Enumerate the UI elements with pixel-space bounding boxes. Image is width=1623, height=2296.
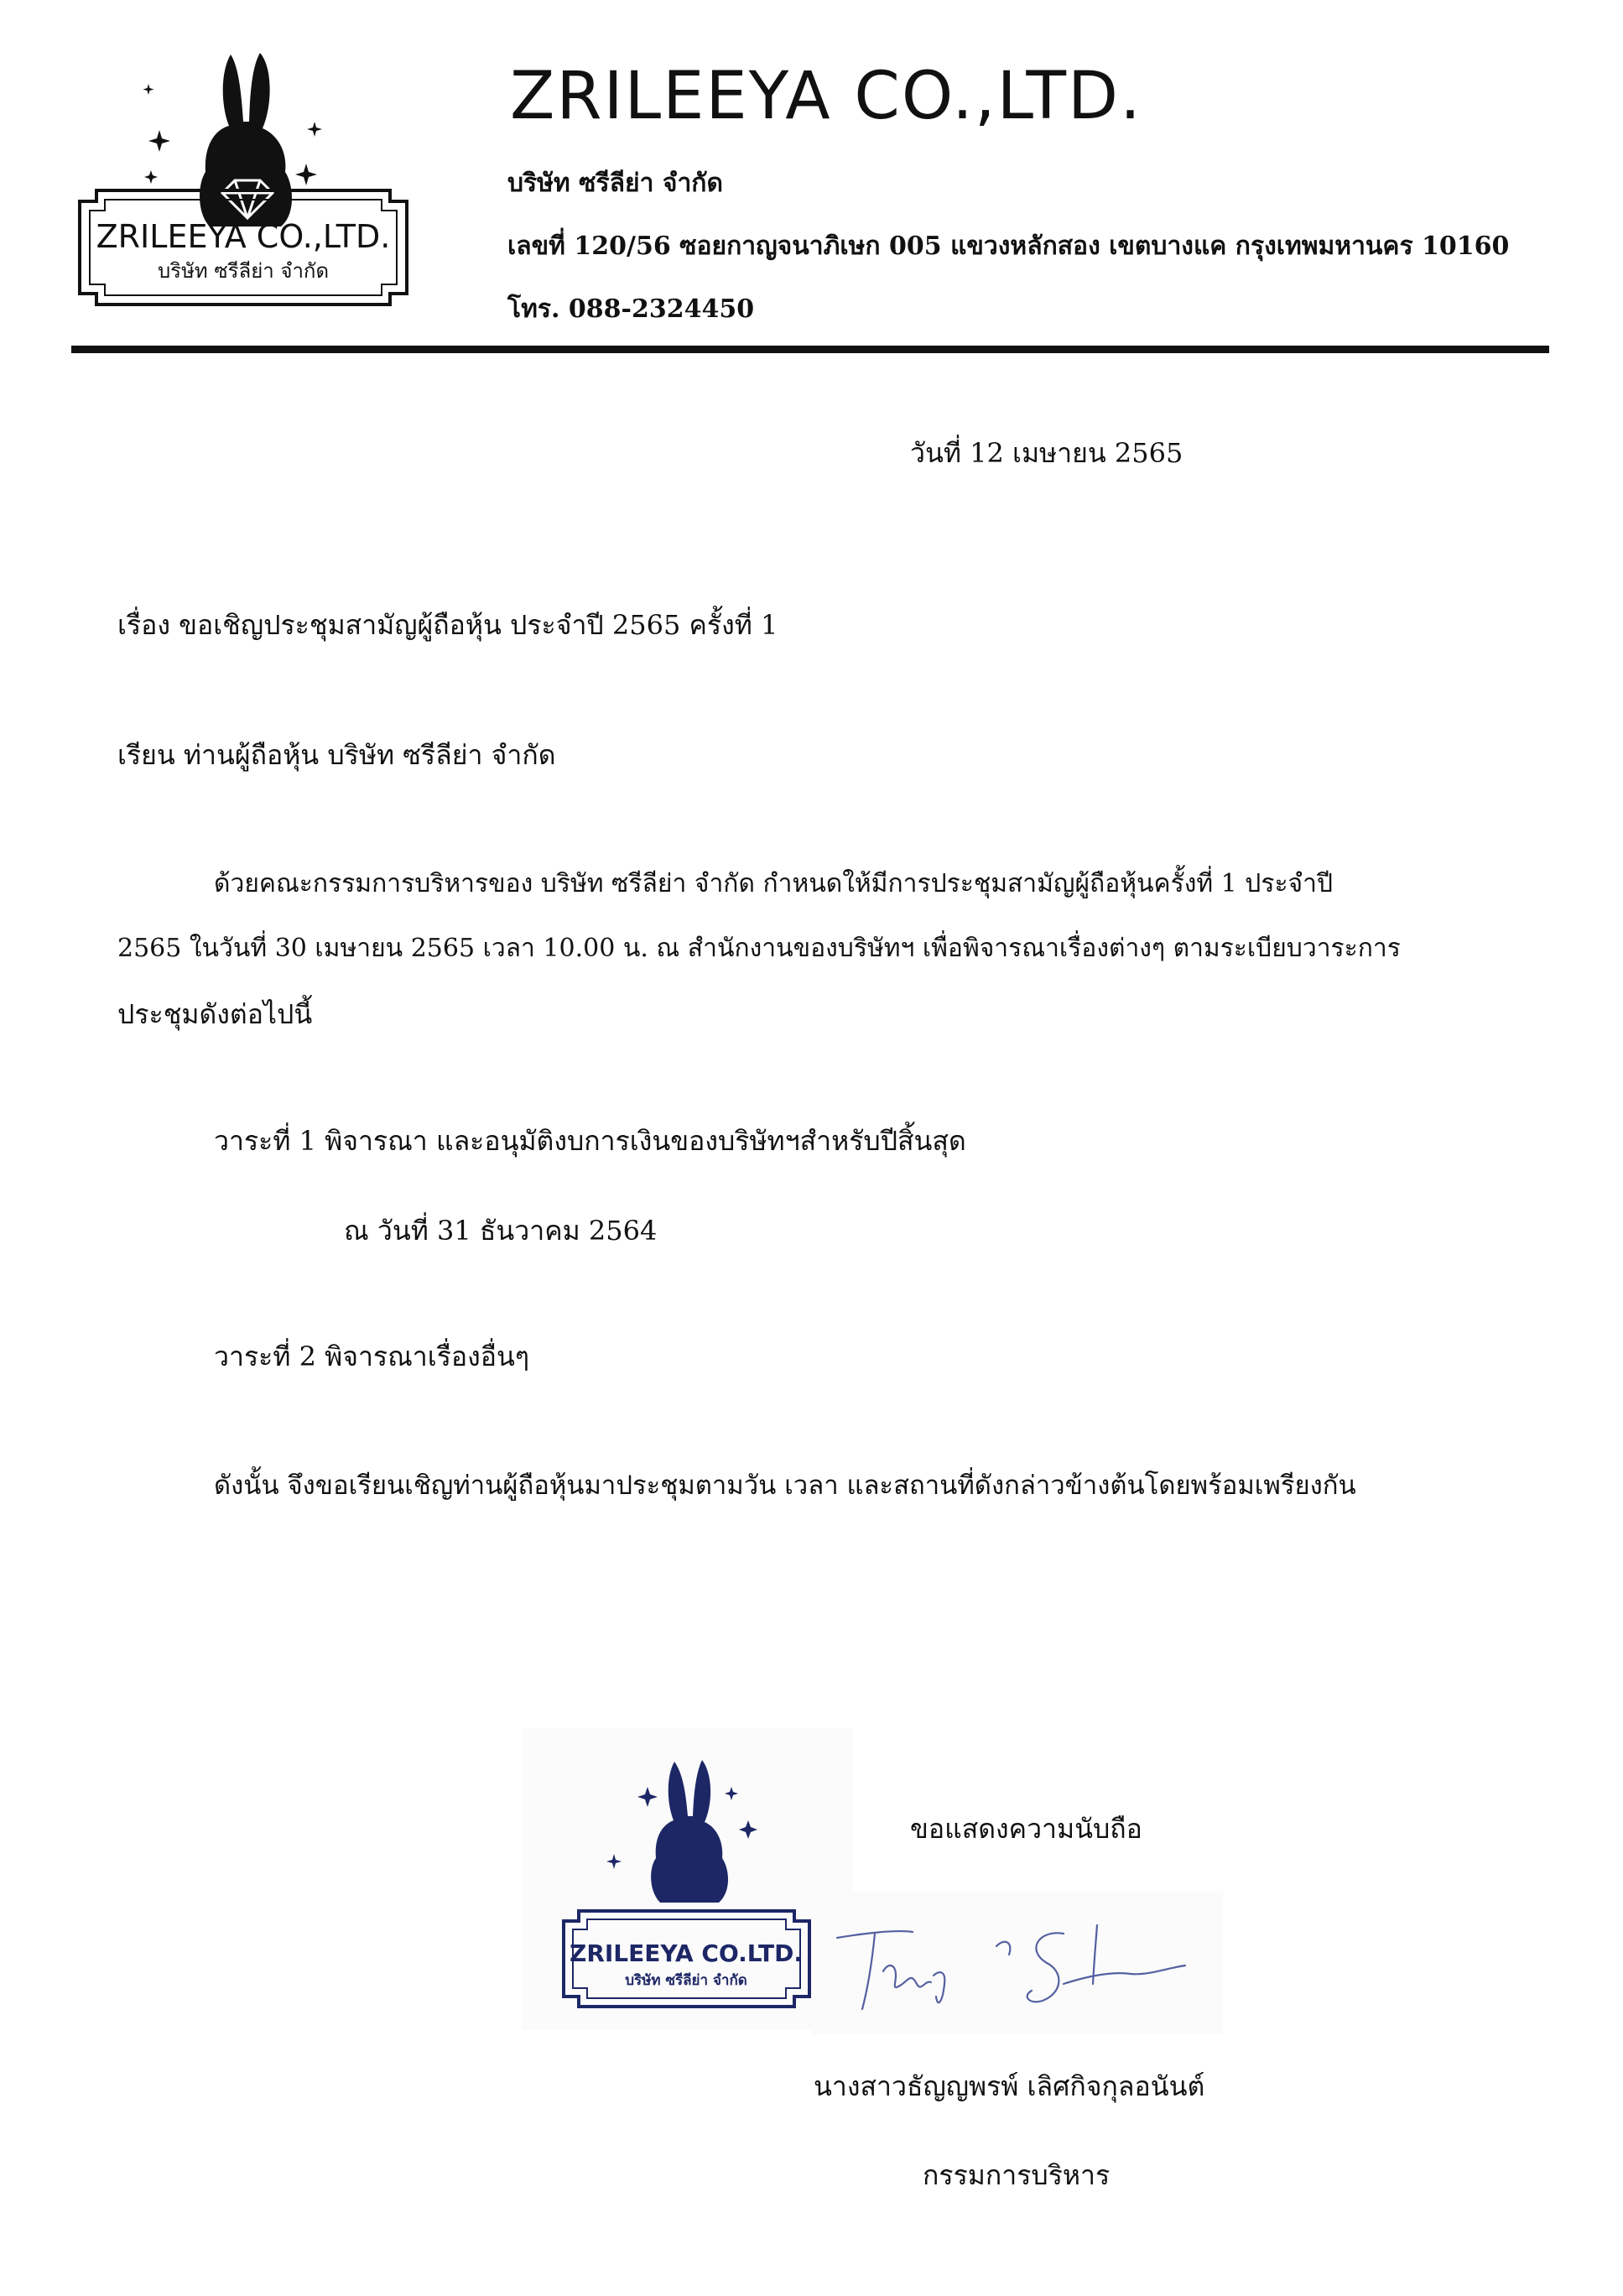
signature	[812, 1892, 1223, 2034]
body-line-2: 2565 ในวันที่ 30 เมษายน 2565 เวลา 10.00 น. ณ สำนักงานของบริษัทฯ เพื่อพิจารณาเรื่องต่างๆ ตามระเบียบวาระการ	[117, 934, 1401, 963]
company-address: เลขที่ 120/56 ซอยกาญจนาภิเษก 005 แขวงหลักสอง เขตบางแค กรุงเทพมหานคร 10160	[507, 232, 1510, 261]
agenda-item-1-date: ณ วันที่ 31 ธันวาคม 2564	[344, 1215, 658, 1247]
letter-subject: เรื่อง ขอเชิญประชุมสามัญผู้ถือหุ้น ประจำปี 2565 ครั้งที่ 1	[117, 609, 778, 641]
agenda-item-1: วาระที่ 1 พิจารณา และอนุมัติงบการเงินของบริษัทฯสำหรับปีสิ้นสุด	[214, 1125, 966, 1157]
signer-name: นางสาวธัญญพรพ์ เลิศกิจกุลอนันต์	[814, 2070, 1205, 2102]
company-thai-name: บริษัท ซรีลีย่า จำกัด	[507, 169, 723, 198]
stamp-thai-name: บริษัท ซรีลีย่า จำกัด	[625, 1972, 747, 1989]
logo-thai-name: บริษัท ซรีลีย่า จำกัด	[157, 259, 330, 283]
company-stamp	[522, 1728, 853, 2030]
company-title: ZRILEEYA CO.,LTD.	[510, 59, 1142, 134]
header-divider	[71, 346, 1549, 353]
rabbit-logo-icon	[71, 46, 415, 310]
body-line-1: ด้วยคณะกรรมการบริหารของ บริษัท ซรีลีย่า จำกัด กำหนดให้มีการประชุมสามัญผู้ถือหุ้นครั้งที่ 1 ประจำปี	[214, 869, 1334, 898]
handwritten-signature-icon	[812, 1892, 1223, 2034]
stamp-name: ZRILEEYA CO.LTD.	[570, 1939, 803, 1967]
agenda-item-2: วาระที่ 2 พิจารณาเรื่องอื่นๆ	[214, 1341, 530, 1372]
regards-text: ขอแสดงความนับถือ	[910, 1813, 1142, 1845]
letter-recipient: เรียน ท่านผู้ถือหุ้น บริษัท ซรีลีย่า จำกัด	[117, 739, 556, 771]
company-phone: โทร. 088-2324450	[507, 294, 755, 324]
signer-position: กรรมการบริหาร	[923, 2159, 1111, 2191]
body-line-3: ประชุมดังต่อไปนี้	[117, 998, 313, 1030]
closing-text: ดังนั้น จึงขอเรียนเชิญท่านผู้ถือหุ้นมาประชุมตามวัน เวลา และสถานที่ดังกล่าวข้างต้นโดยพร้อมเพรียงกัน	[214, 1471, 1356, 1501]
letter-date: วันที่ 12 เมษายน 2565	[910, 437, 1183, 469]
stamp-rabbit-icon	[522, 1728, 853, 2030]
logo-name: ZRILEEYA CO.,LTD.	[96, 218, 391, 255]
company-logo	[71, 46, 415, 310]
